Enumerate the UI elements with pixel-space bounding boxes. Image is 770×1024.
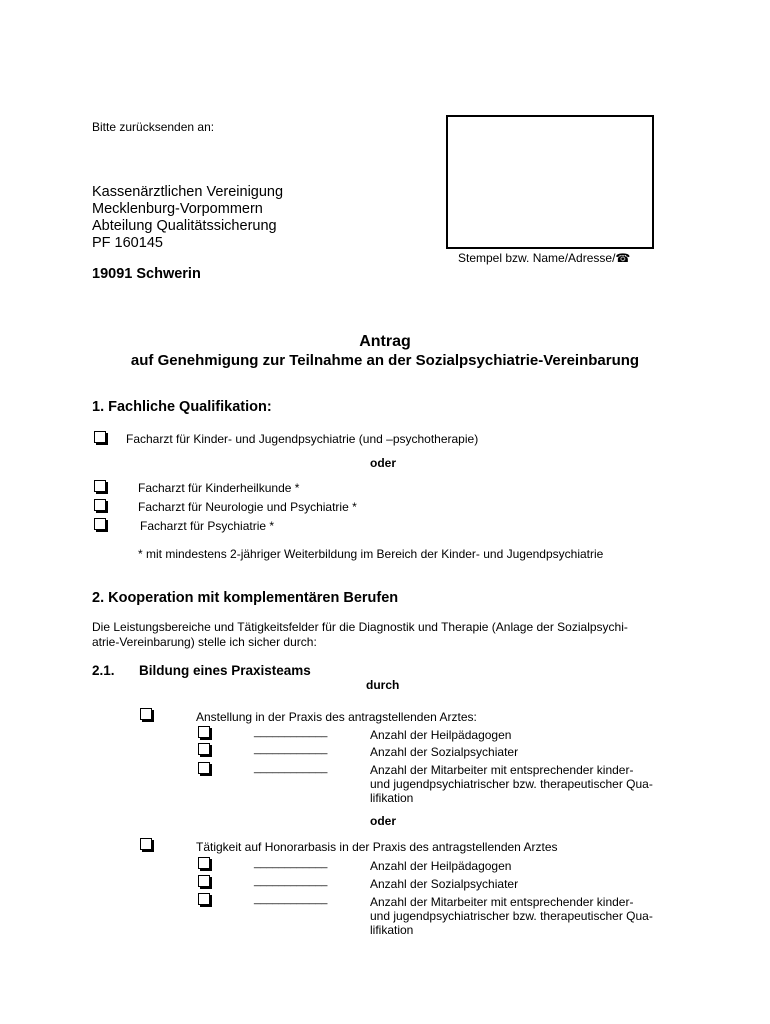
checkbox-b-sozialpsychiater[interactable]: [198, 875, 210, 887]
honorarbasis-label: Tätigkeit auf Honorarbasis in der Praxis des antragstellenden Arztes: [196, 840, 558, 854]
a-mitarbeiter-label-2: und jugendpsychiatrischer bzw. therapeutischer Qua-: [370, 777, 653, 791]
address-line-2: Mecklenburg-Vorpommern: [92, 201, 263, 217]
subsection-number: 2.1.: [92, 663, 115, 678]
footnote: * mit mindestens 2-jähriger Weiterbildung im Bereich der Kinder- und Jugendpsychiatrie: [138, 547, 604, 561]
blank-a-heilpaedagogen[interactable]: ____________: [254, 726, 328, 738]
checkbox-neurologie[interactable]: [94, 499, 106, 511]
blank-b-heilpaedagogen[interactable]: ____________: [254, 857, 328, 869]
oder-label-2: oder: [370, 814, 397, 828]
checkbox-facharzt-kjp[interactable]: [94, 431, 106, 443]
b-sozialpsychiater-label: Anzahl der Sozialpsychiater: [370, 877, 519, 891]
checkbox-a-heilpaedagogen[interactable]: [198, 726, 210, 738]
section2-intro-2: atrie-Vereinbarung) stelle ich sicher durch:: [92, 635, 317, 649]
durch-label: durch: [366, 678, 400, 692]
checkbox-b-mitarbeiter[interactable]: [198, 893, 210, 905]
oder-label: oder: [370, 456, 397, 470]
section2-intro-1: Die Leistungsbereiche und Tätigkeitsfelder für die Diagnostik und Therapie (Anlage der Sozialpsychi-: [92, 620, 628, 634]
stamp-box[interactable]: [446, 115, 654, 249]
anstellung-label: Anstellung in der Praxis des antragstellenden Arztes:: [196, 710, 477, 724]
address-line-4: PF 160145: [92, 235, 163, 251]
checkbox-kinderheilkunde[interactable]: [94, 480, 106, 492]
option-facharzt-kjp: Facharzt für Kinder- und Jugendpsychiatrie (und –psychotherapie): [126, 432, 479, 446]
section1-heading: 1. Fachliche Qualifikation:: [92, 399, 272, 415]
address-line-3: Abteilung Qualitätssicherung: [92, 218, 277, 234]
blank-a-mitarbeiter[interactable]: ____________: [254, 762, 328, 774]
b-mitarbeiter-label-2: und jugendpsychiatrischer bzw. therapeutischer Qua-: [370, 909, 653, 923]
checkbox-anstellung[interactable]: [140, 708, 152, 720]
blank-b-mitarbeiter[interactable]: ____________: [254, 893, 328, 905]
checkbox-b-heilpaedagogen[interactable]: [198, 857, 210, 869]
checkbox-a-mitarbeiter[interactable]: [198, 762, 210, 774]
option-neurologie: Facharzt für Neurologie und Psychiatrie *: [138, 500, 357, 514]
section2-heading: 2. Kooperation mit komplementären Berufen: [92, 590, 399, 606]
b-mitarbeiter-label-1: Anzahl der Mitarbeiter mit entsprechender kinder-: [370, 895, 634, 909]
a-heilpaedagogen-label: Anzahl der Heilpädagogen: [370, 728, 512, 742]
address-city: 19091 Schwerin: [92, 266, 201, 282]
a-mitarbeiter-label-1: Anzahl der Mitarbeiter mit entsprechender kinder-: [370, 763, 634, 777]
return-to-label: Bitte zurücksenden an:: [92, 120, 215, 134]
b-heilpaedagogen-label: Anzahl der Heilpädagogen: [370, 859, 512, 873]
checkbox-a-sozialpsychiater[interactable]: [198, 743, 210, 755]
checkbox-honorarbasis[interactable]: [140, 838, 152, 850]
a-mitarbeiter-label-3: lifikation: [370, 791, 414, 805]
option-psychiatrie: Facharzt für Psychiatrie *: [140, 519, 275, 533]
blank-b-sozialpsychiater[interactable]: ____________: [254, 875, 328, 887]
checkbox-psychiatrie[interactable]: [94, 518, 106, 530]
a-sozialpsychiater-label: Anzahl der Sozialpsychiater: [370, 745, 519, 759]
subsection-heading: Bildung eines Praxisteams: [139, 663, 311, 678]
page-subtitle: auf Genehmigung zur Teilnahme an der Sozialpsychiatrie-Vereinbarung: [130, 352, 640, 369]
b-mitarbeiter-label-3: lifikation: [370, 923, 414, 937]
page-title: Antrag: [359, 333, 411, 350]
address-line-1: Kassenärztlichen Vereinigung: [92, 184, 284, 200]
blank-a-sozialpsychiater[interactable]: ____________: [254, 743, 328, 755]
stamp-label: Stempel bzw. Name/Adresse/☎: [458, 251, 631, 265]
option-kinderheilkunde: Facharzt für Kinderheilkunde *: [138, 481, 300, 495]
